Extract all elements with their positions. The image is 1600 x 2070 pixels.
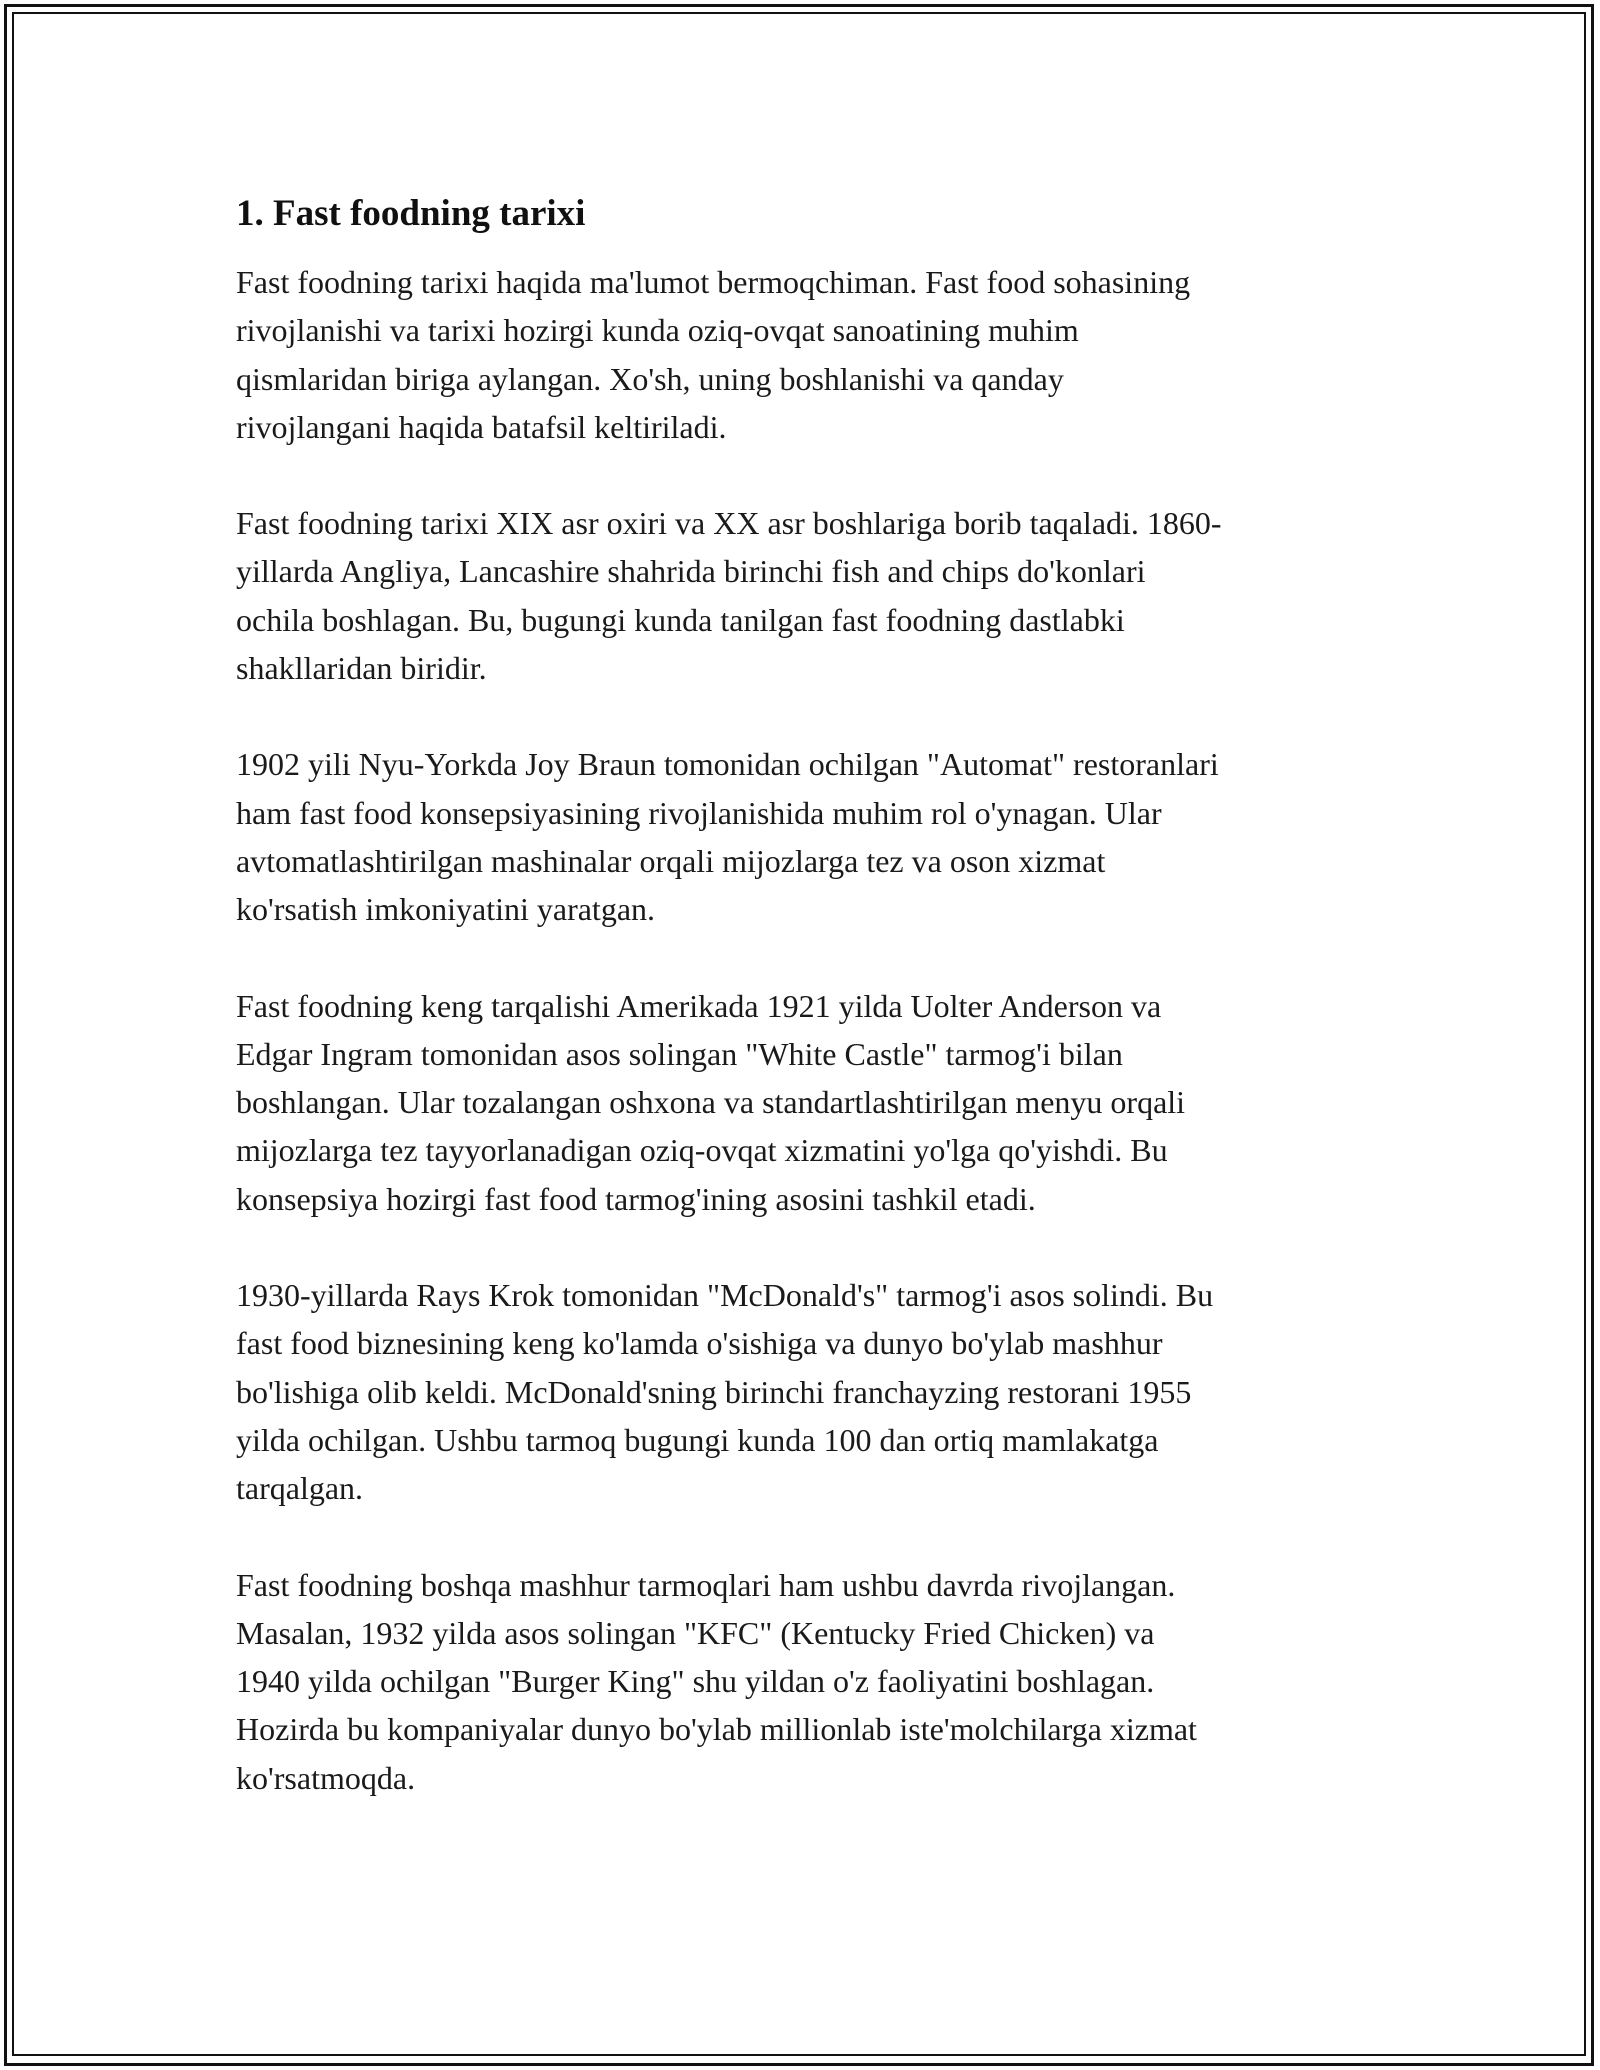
- paragraph-intro: Fast foodning tarixi haqida ma'lumot bermoqchiman. Fast food sohasining rivojlanishi va tarixi hozirgi kunda oziq-ovqat sanoatining muhim qismlaridan biriga aylangan. Xo'sh, uning boshlanishi va qanday rivojlangani haqida batafsil keltiriladi.: [236, 264, 1191, 445]
- paragraph-automat: 1902 yili Nyu-Yorkda Joy Braun tomonidan ochilgan "Automat" restoranlari ham fast food konsepsiyasining rivojlanishida muhim rol o'ynagan. Ular avtomatlashtirilgan mashinalar orqali mijozlarga tez va oson xizmat ko'rsatish imkoniyatini yaratgan.: [236, 746, 1219, 928]
- section-heading: 1. Fast foodning tarixi: [236, 193, 586, 234]
- paragraph-other-chains: Fast foodning boshqa mashhur tarmoqlari ham ushbu davrda rivojlangan. Masalan, 1932 yilda asos solingan "KFC" (Kentucky Fried Chicken) va 1940 yilda ochilgan "Burger King" shu yildan o'z faoliyatini boshlagan. Hozirda bu kompaniyalar dunyo bo'ylab millionlab iste'molchilarga xizmat ko'rsatmoqda.: [236, 1566, 1197, 1796]
- document-body: [236, 188, 1376, 1850]
- paragraph-white-castle: Fast foodning keng tarqalishi Amerikada 1921 yilda Uolter Anderson va Edgar Ingram tomonidan asos solingan "White Castle" tarmog'i bilan boshlangan. Ular tozalangan oshxona va standartlashtirilgan menyu orqali mijozlarga tez tayyorlanadigan oziq-ovqat xizmatini yo'lga qo'yishdi. Bu konsepsiya hozirgi fast food tarmog'ining asosini tashkil etadi.: [236, 987, 1186, 1217]
- paragraph-mcdonalds: 1930-yillarda Rays Krok tomonidan "McDonald's" tarmog'i asos solindi. Bu fast food biznesining keng ko'lamda o'sishiga va dunyo bo'ylab mashhur bo'lishiga olib keldi. McDonald'sning birinchi franchayzing restorani 1955 yilda ochilgan. Ushbu tarmoq bugungi kunda 100 dan ortiq mamlakatga tarqalgan.: [236, 1277, 1214, 1507]
- paragraph-origins: Fast foodning tarixi XIX asr oxiri va XX asr boshlariga borib taqaladi. 1860- yillarda Angliya, Lancashire shahrida birinchi fish and chips do'konlari ochila boshlagan. Bu, bugungi kunda tanilgan fast foodning dastlabki shakllaridan biridir.: [236, 505, 1222, 687]
